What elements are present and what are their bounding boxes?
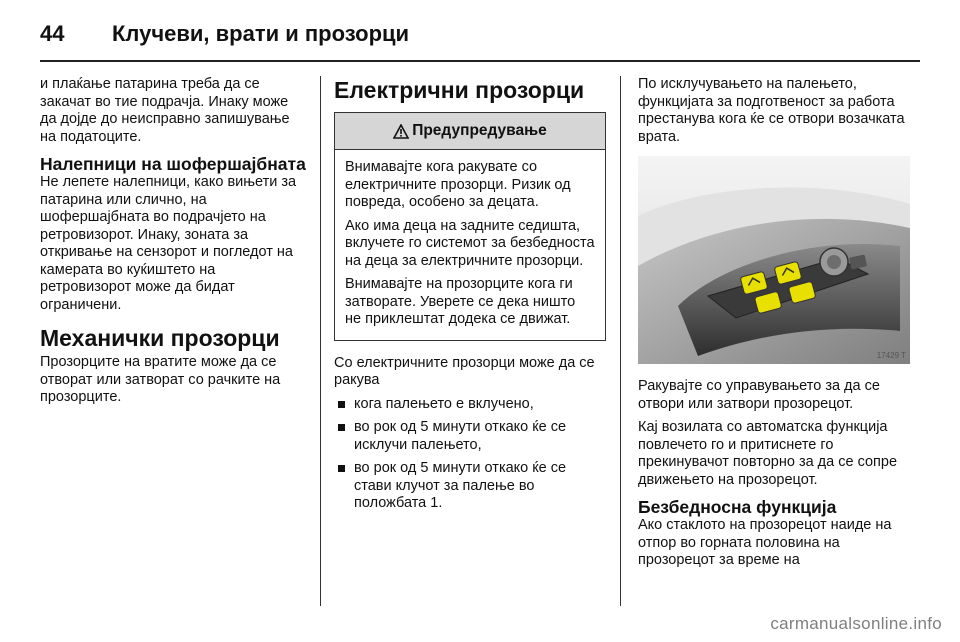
bullet-square-icon — [338, 465, 345, 472]
power-windows-heading: Електрични прозорци — [334, 77, 585, 103]
column-divider-2 — [620, 76, 621, 606]
operation-intro: Со електричните прозорци може да се ракува — [334, 354, 595, 388]
list-item — [334, 460, 606, 513]
list-item-text: во рок од 5 минути откако ќе се стави клучот за палење во положбата 1. — [354, 460, 567, 511]
warning-paragraph-2: Ако има деца на задните седишта, вклучете го системот за безбедноста на деца за електричните прозорци. — [345, 217, 595, 269]
column-2 — [334, 76, 606, 519]
warning-box — [334, 112, 606, 341]
list-item — [334, 419, 606, 454]
warning-header — [335, 113, 605, 150]
warning-title: Предупредување — [412, 122, 547, 139]
safety-function-paragraph: Ако стаклото на прозорецот наиде на отпор во горната половина на прозорецот за време на — [638, 517, 892, 568]
warning-triangle-icon — [393, 124, 409, 139]
safety-function-heading: Безбедносна функција — [638, 497, 837, 517]
page-header — [40, 14, 409, 54]
page-number: 44 — [40, 21, 65, 46]
stickers-heading: Налепници на шофершајбната — [40, 154, 306, 174]
list-item — [334, 396, 606, 414]
column-3 — [638, 76, 910, 576]
operation-list — [334, 396, 606, 513]
page-title: Клучеви, врати и прозорци — [112, 21, 410, 46]
warning-paragraph-3: Внимавајте на прозорците кога ги затворате. Уверете се дека ништо не приклештат додека се движат. — [345, 276, 576, 327]
manual-windows-heading: Механички прозорци — [40, 325, 280, 351]
list-item-text: кога палењето е вклучено, — [354, 395, 534, 412]
manual-windows-paragraph: Прозорците на вратите може да се отворат или затворат со рачките на прозорците. — [40, 354, 281, 405]
header-rule — [40, 60, 920, 62]
intro-paragraph: и плаќање патарина треба да се закачат во тие подрачја. Инаку може да дојде до неисправно запишување на податоците. — [40, 76, 290, 145]
bullet-square-icon — [338, 424, 345, 431]
watermark: carmanualsonline.info — [770, 614, 942, 633]
door-panel-illustration — [638, 156, 910, 364]
warning-paragraph-1: Внимавајте кога ракувате со електричните прозорци. Ризик од повреда, особено за децата. — [345, 159, 571, 210]
window-switch-photo — [638, 156, 910, 364]
bullet-square-icon — [338, 401, 345, 408]
standby-paragraph: По исклучувањето на палењето, функцијата за подготвеност за работа престанува кога ќе се отвори возачката врата. — [638, 76, 905, 145]
operate-control-paragraph: Ракувајте со управувањето за да се отвори или затвори прозорецот. — [638, 378, 880, 412]
auto-function-paragraph: Кај возилата со автоматска функција повлечето го и притиснете го прекинувачот повторно за да се сопре движењето на прозорецот. — [638, 419, 898, 488]
stickers-paragraph: Не лепете налепници, како вињети за патарина или слично, на шофершајбната во подрачјето на ретровизорот. Инаку, зоната за откривање на сензорот и погледот на камерата во куќиштето на ретровизорот може да бидат ограничени. — [40, 174, 297, 313]
list-item-text: во рок од 5 минути откако ќе се исклучи палењето, — [354, 419, 567, 453]
image-reference: 17429 T — [876, 351, 906, 360]
column-divider-1 — [320, 76, 321, 606]
warning-body — [335, 150, 605, 340]
column-1 — [40, 76, 308, 413]
